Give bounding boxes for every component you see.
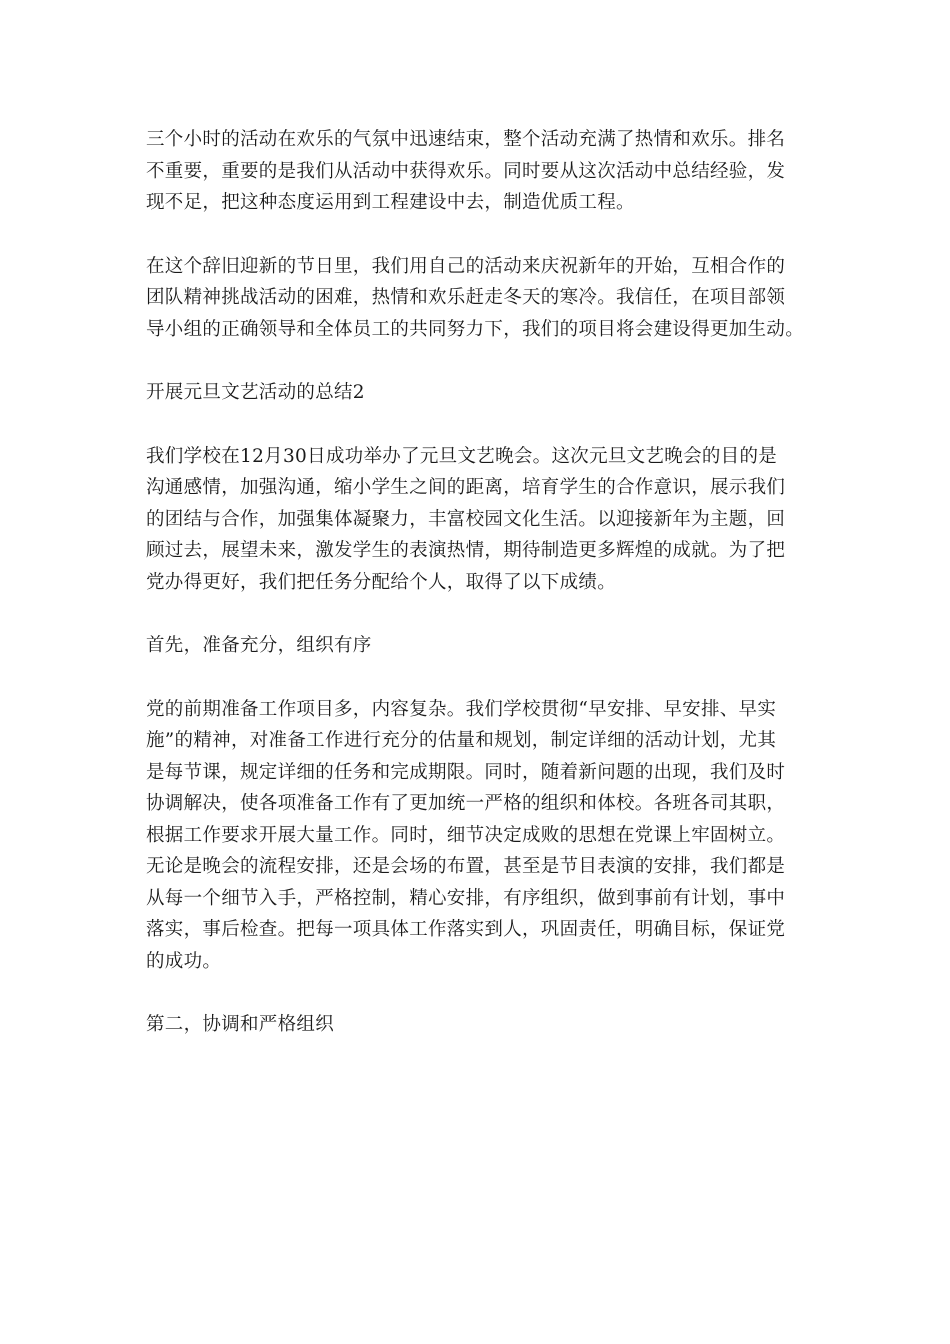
text-line: 我们学校在12月30日成功举办了元旦文艺晚会。这次元旦文艺晚会的目的是 — [146, 445, 778, 467]
text-line: 党办得更好，我们把任务分配给个人，取得了以下成绩。 — [146, 571, 617, 593]
text-line: 不重要，重要的是我们从活动中获得欢乐。同时要从这次活动中总结经验，发 — [146, 160, 786, 182]
document-body — [146, 124, 811, 1041]
text-line: 团队精神挑战活动的困难，热情和欢乐赶走冬天的寒冷。我信任，在项目部领 — [146, 287, 786, 308]
text-line: 落实，事后检查。把每一项具体工作落实到人，巩固责任，明确目标，保证党 — [146, 919, 786, 940]
heading-text: 首先，准备充分，组织有序 — [146, 635, 372, 656]
text-line: 协调解决，使各项准备工作有了更加统一严格的组织和体校。各班各司其职， — [146, 793, 786, 814]
text-line: 现不足，把这种态度运用到工程建设中去，制造优质工程。 — [146, 192, 635, 213]
paragraph-spacer — [146, 598, 811, 630]
paragraph-spacer — [146, 662, 811, 694]
text-line: 的团结与合作，加强集体凝聚力，丰富校园文化生活。以迎接新年为主题，回 — [146, 508, 786, 530]
text-line: 党的前期准备工作项目多，内容复杂。我们学校贯彻“早安排、早安排、早实 — [146, 698, 777, 720]
text-line: 在这个辞旧迎新的节日里，我们用自己的活动来庆祝新年的开始，互相合作的 — [146, 255, 786, 277]
text-line: 顾过去，展望未来，激发学生的表演热情，期待制造更多辉煌的成就。为了把 — [146, 540, 786, 561]
section-heading-second — [146, 1009, 811, 1041]
text-line: 从每一个细节入手，严格控制，精心安排，有序组织，做到事前有计划，事中 — [146, 887, 786, 909]
text-line: 无论是晚会的流程安排，还是会场的布置，甚至是节目表演的安排，我们都是 — [146, 856, 786, 877]
heading-text: 第二，协调和严格组织 — [146, 1014, 335, 1035]
text-line: 沟通感情，加强沟通，缩小学生之间的距离，培育学生的合作意识，展示我们 — [146, 477, 786, 498]
text-line: 三个小时的活动在欢乐的气氛中迅速结束，整个活动充满了热情和欢乐。排名 — [146, 129, 786, 150]
paragraph-spacer — [146, 977, 811, 1009]
text-line: 施”的精神，对准备工作进行充分的估量和规划，制定详细的活动计划，尤其 — [146, 730, 777, 751]
text-line: 导小组的正确领导和全体员工的共同努力下，我们的项目将会建设得更加生动。 — [146, 318, 805, 340]
text-line: 的成功。 — [146, 950, 222, 972]
paragraph-spacer — [146, 219, 811, 251]
paragraph-spacer — [146, 409, 811, 441]
paragraph-spacer — [146, 345, 811, 377]
paragraph-school-gala — [146, 441, 811, 599]
heading-text: 开展元旦文艺活动的总结2 — [146, 382, 365, 403]
text-line: 根据工作要求开展大量工作。同时，细节决定成败的思想在党课上牢固树立。 — [146, 824, 786, 846]
section-heading-summary-2 — [146, 377, 811, 409]
paragraph-new-year — [146, 251, 811, 346]
paragraph-preparation — [146, 694, 811, 978]
paragraph-activity-summary — [146, 124, 811, 219]
section-heading-first — [146, 630, 811, 662]
text-line: 是每节课，规定详细的任务和完成期限。同时，随着新问题的出现，我们及时 — [146, 761, 786, 783]
